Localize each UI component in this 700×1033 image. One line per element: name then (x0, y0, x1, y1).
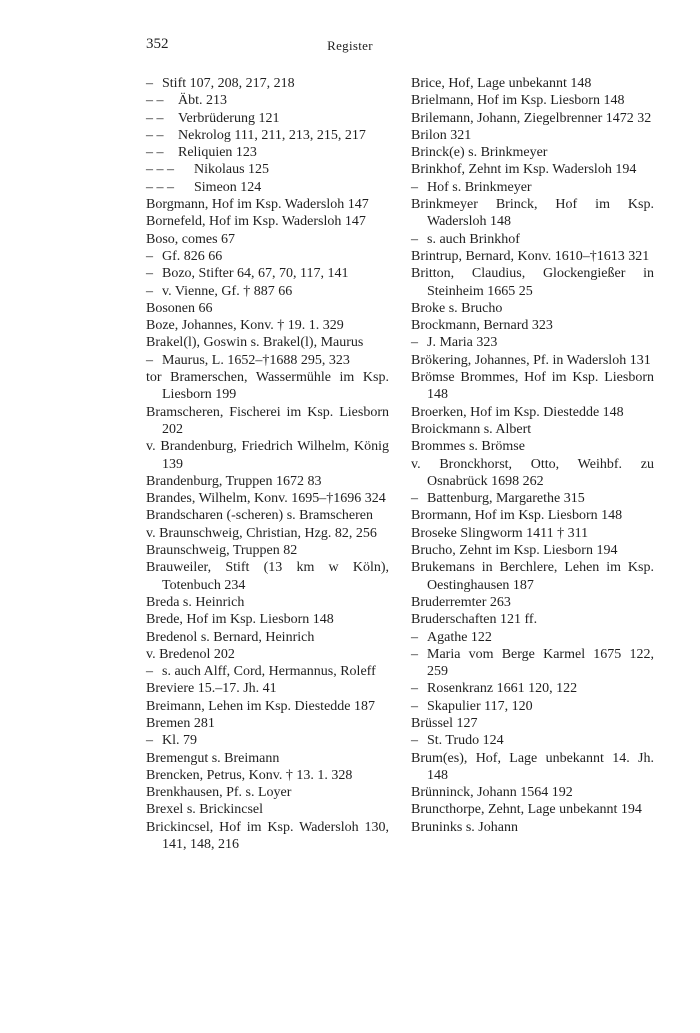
entry-text: Boso, comes 67 (146, 231, 236, 247)
entry-text: Maurus, L. 1652–†1688 295, 323 (162, 352, 350, 368)
index-entry (146, 283, 389, 300)
index-entry (411, 801, 654, 818)
index-entry (146, 767, 389, 784)
entry-text: Brauweiler, Stift (13 km w Köln), Totenbuch 234 (146, 560, 389, 593)
entry-dash: – (146, 352, 153, 368)
index-entry (146, 438, 389, 473)
entry-text: Bornefeld, Hof im Ksp. Wadersloh 147 (146, 214, 366, 230)
entry-text: Brormann, Hof im Ksp. Liesborn 148 (411, 508, 623, 524)
entry-dash: – (146, 283, 153, 299)
index-entry (411, 698, 654, 715)
index-entry (146, 663, 389, 680)
index-entry (146, 213, 389, 230)
entry-text: s. auch Brinkhof (427, 231, 520, 247)
index-entry (411, 161, 654, 178)
entry-text: Gf. 826 66 (162, 248, 223, 264)
index-entry (146, 559, 389, 594)
index-entry (411, 438, 654, 455)
index-entry (146, 629, 389, 646)
entry-text: Bredenol s. Bernard, Heinrich (146, 629, 315, 645)
entry-dash: – (146, 76, 153, 91)
entry-dash: – (146, 248, 153, 264)
entry-text: Bosonen 66 (146, 300, 213, 316)
index-entry (146, 127, 389, 144)
entry-dash: – (146, 664, 153, 680)
entry-text: Stift 107, 208, 217, 218 (162, 76, 295, 91)
entry-text: Breda s. Heinrich (146, 594, 245, 610)
index-entry (146, 750, 389, 767)
index-entry (146, 161, 389, 178)
index-entry (411, 750, 654, 785)
index-column-right (411, 75, 654, 836)
index-entry (146, 646, 389, 663)
index-entry (146, 300, 389, 317)
index-entry (411, 92, 654, 109)
index-entry (411, 265, 654, 300)
entry-text: Brömse Brommes, Hof im Ksp. Liesborn 148 (411, 370, 654, 403)
index-entry (146, 334, 389, 351)
entry-text: Brenkhausen, Pf. s. Loyer (146, 785, 292, 801)
entry-text: Brice, Hof, Lage unbekannt 148 (411, 76, 592, 91)
index-entry (146, 110, 389, 127)
index-entry (146, 369, 389, 404)
entry-text: Bruderremter 263 (411, 594, 511, 610)
entry-text: Brandes, Wilhelm, Konv. 1695–†1696 324 (146, 491, 386, 507)
entry-text: Brickincsel, Hof im Ksp. Wadersloh 130, 141, 148, 216 (146, 819, 389, 853)
page-number: 352 (146, 36, 169, 52)
index-entry (411, 231, 654, 248)
entry-text: Brinck(e) s. Brinkmeyer (411, 145, 548, 161)
entry-dash: – (411, 681, 418, 697)
entry-text: Bremen 281 (146, 715, 215, 731)
entry-text: Skapulier 117, 120 (427, 698, 533, 714)
index-entry (146, 819, 389, 854)
entry-text: Broke s. Brucho (411, 300, 503, 316)
entry-text: Rosenkranz 1661 120, 122 (427, 681, 578, 697)
entry-dash: – (411, 733, 418, 749)
index-entry (411, 369, 654, 404)
index-entry (411, 784, 654, 801)
index-entry (146, 784, 389, 801)
entry-text: Bozo, Stifter 64, 67, 70, 117, 141 (162, 266, 349, 282)
entry-text: Nikolaus 125 (194, 162, 270, 178)
entry-text: Bruderschaften 121 ff. (411, 612, 538, 628)
entry-text: Äbt. 213 (178, 93, 227, 109)
entry-text: Brum(es), Hof, Lage unbekannt 14. Jh. 148 (411, 750, 654, 783)
index-entry (411, 110, 654, 127)
entry-text: Brandenburg, Truppen 1672 83 (146, 473, 322, 489)
index-entry (411, 404, 654, 421)
entry-text: Simeon 124 (194, 179, 262, 195)
index-entry (411, 144, 654, 161)
index-entry (146, 698, 389, 715)
index-entry (411, 715, 654, 732)
entry-dash: – (146, 266, 153, 282)
index-entry (146, 231, 389, 248)
index-entry (146, 196, 389, 213)
entry-dash: – (411, 646, 418, 662)
entry-text: Agathe 122 (427, 629, 492, 645)
index-entry (146, 75, 389, 92)
entry-text: Brandscharen (-scheren) s. Bramscheren (146, 508, 374, 524)
index-entry (411, 819, 654, 836)
entry-dash: – – (146, 127, 164, 143)
index-entry (411, 127, 654, 144)
entry-text: v. Braunschweig, Christian, Hzg. 82, 256 (146, 525, 377, 541)
entry-dash: – (411, 491, 418, 507)
index-entry (411, 732, 654, 749)
index-entry (146, 542, 389, 559)
entry-text: St. Trudo 124 (427, 733, 504, 749)
index-entry (146, 179, 389, 196)
index-entry (146, 317, 389, 334)
index-entry (411, 456, 654, 491)
entry-text: Breimann, Lehen im Ksp. Diestedde 187 (146, 698, 376, 714)
entry-text: Brinkmeyer Brinck, Hof im Ksp. Wadersloh 148 (411, 197, 654, 230)
entry-dash: – – (146, 93, 164, 109)
entry-text: Breviere 15.–17. Jh. 41 (146, 681, 277, 697)
index-entry (146, 352, 389, 369)
entry-text: v. Vienne, Gf. † 887 66 (162, 283, 293, 299)
index-entry (146, 525, 389, 542)
entry-text: Brencken, Petrus, Konv. † 13. 1. 328 (146, 767, 353, 783)
running-title: Register (327, 38, 373, 53)
entry-dash: – – (146, 110, 164, 126)
entry-text: Broerken, Hof im Ksp. Diestedde 148 (411, 404, 624, 420)
index-entry (411, 646, 654, 681)
index-entry (411, 542, 654, 559)
index-entry (411, 629, 654, 646)
index-entry (411, 317, 654, 334)
entry-text: J. Maria 323 (427, 335, 498, 351)
entry-dash: – (146, 733, 153, 749)
index-entry (411, 300, 654, 317)
entry-text: Brilemann, Johann, Ziegelbrenner 1472 32 (411, 110, 652, 126)
index-entry (146, 473, 389, 490)
index-entry (146, 507, 389, 524)
entry-text: Reliquien 123 (178, 145, 257, 161)
entry-text: Brökering, Johannes, Pf. in Wadersloh 131 (411, 352, 651, 368)
entry-text: v. Brandenburg, Friedrich Wilhelm, König 139 (146, 439, 389, 472)
entry-text: Brucho, Zehnt im Ksp. Liesborn 194 (411, 543, 618, 559)
index-entry (411, 594, 654, 611)
index-entry (411, 179, 654, 196)
entry-dash: – – – (146, 162, 174, 178)
entry-text: Braunschweig, Truppen 82 (146, 543, 298, 559)
index-entry (146, 715, 389, 732)
entry-text: Britton, Claudius, Glockengießer in Steinheim 1665 25 (411, 266, 654, 299)
entry-text: Nekrolog 111, 211, 213, 215, 217 (178, 127, 366, 143)
index-entry (411, 559, 654, 594)
index-entry (146, 248, 389, 265)
index-entry (411, 421, 654, 438)
index-entry (411, 611, 654, 628)
entry-dash: – (411, 231, 418, 247)
entry-dash: – – – (146, 179, 174, 195)
index-entry (411, 75, 654, 92)
entry-text: Brommes s. Brömse (411, 439, 525, 455)
entry-text: Brielmann, Hof im Ksp. Liesborn 148 (411, 93, 625, 109)
entry-text: Maria vom Berge Karmel 1675 122, 259 (427, 646, 654, 680)
entry-dash: – – (146, 145, 164, 161)
entry-text: Brockmann, Bernard 323 (411, 318, 553, 334)
index-entry (411, 490, 654, 507)
index-entry (146, 594, 389, 611)
entry-text: Bremengut s. Breimann (146, 750, 280, 766)
entry-text: Boze, Johannes, Konv. † 19. 1. 329 (146, 318, 344, 334)
entry-text: Brede, Hof im Ksp. Liesborn 148 (146, 612, 334, 628)
index-entry (146, 404, 389, 439)
index-entry (146, 801, 389, 818)
entry-text: s. auch Alff, Cord, Hermannus, Roleff (162, 664, 376, 680)
entry-text: Brünninck, Johann 1564 192 (411, 785, 573, 801)
index-entry (146, 680, 389, 697)
entry-text: Brintrup, Bernard, Konv. 1610–†1613 321 (411, 248, 650, 264)
entry-text: Brüssel 127 (411, 715, 478, 731)
index-entry (411, 352, 654, 369)
entry-text: Brukemans in Berchlere, Lehen im Ksp. Oestinghausen 187 (411, 560, 654, 593)
index-entry (411, 680, 654, 697)
index-entry (146, 611, 389, 628)
entry-text: Bramscheren, Fischerei im Ksp. Liesborn 202 (146, 404, 389, 437)
entry-text: Brilon 321 (411, 127, 472, 143)
entry-text: Brexel s. Brickincsel (146, 802, 264, 818)
entry-dash: – (411, 335, 418, 351)
index-entry (146, 732, 389, 749)
entry-text: Brakel(l), Goswin s. Brakel(l), Maurus (146, 335, 364, 351)
page-header (0, 36, 700, 56)
entry-text: Brinkhof, Zehnt im Ksp. Wadersloh 194 (411, 162, 637, 178)
index-column-left (146, 75, 389, 853)
entry-text: Borgmann, Hof im Ksp. Wadersloh 147 (146, 197, 369, 213)
entry-text: Bruninks s. Johann (411, 819, 518, 835)
entry-text: Bruncthorpe, Zehnt, Lage unbekannt 194 (411, 802, 642, 818)
index-entry (411, 334, 654, 351)
entry-text: Broseke Slingworm 1411 † 311 (411, 525, 589, 541)
index-entry (146, 490, 389, 507)
entry-text: Kl. 79 (162, 733, 197, 749)
index-entry (411, 196, 654, 231)
entry-dash: – (411, 629, 418, 645)
index-entry (146, 92, 389, 109)
index-entry (411, 248, 654, 265)
entry-dash: – (411, 179, 418, 195)
entry-text: v. Bredenol 202 (146, 646, 235, 662)
index-entry (146, 144, 389, 161)
entry-text: Broickmann s. Albert (411, 421, 532, 437)
entry-text: Battenburg, Margarethe 315 (427, 491, 585, 507)
entry-text: Hof s. Brinkmeyer (427, 179, 532, 195)
entry-text: Verbrüderung 121 (178, 110, 280, 126)
index-entry (411, 525, 654, 542)
index-entry (411, 507, 654, 524)
entry-text: v. Bronckhorst, Otto, Weihbf. zu Osnabrück 1698 262 (411, 456, 654, 489)
entry-text: tor Bramerschen, Wassermühle im Ksp. Liesborn 199 (146, 370, 389, 403)
entry-dash: – (411, 698, 418, 714)
index-entry (146, 265, 389, 282)
